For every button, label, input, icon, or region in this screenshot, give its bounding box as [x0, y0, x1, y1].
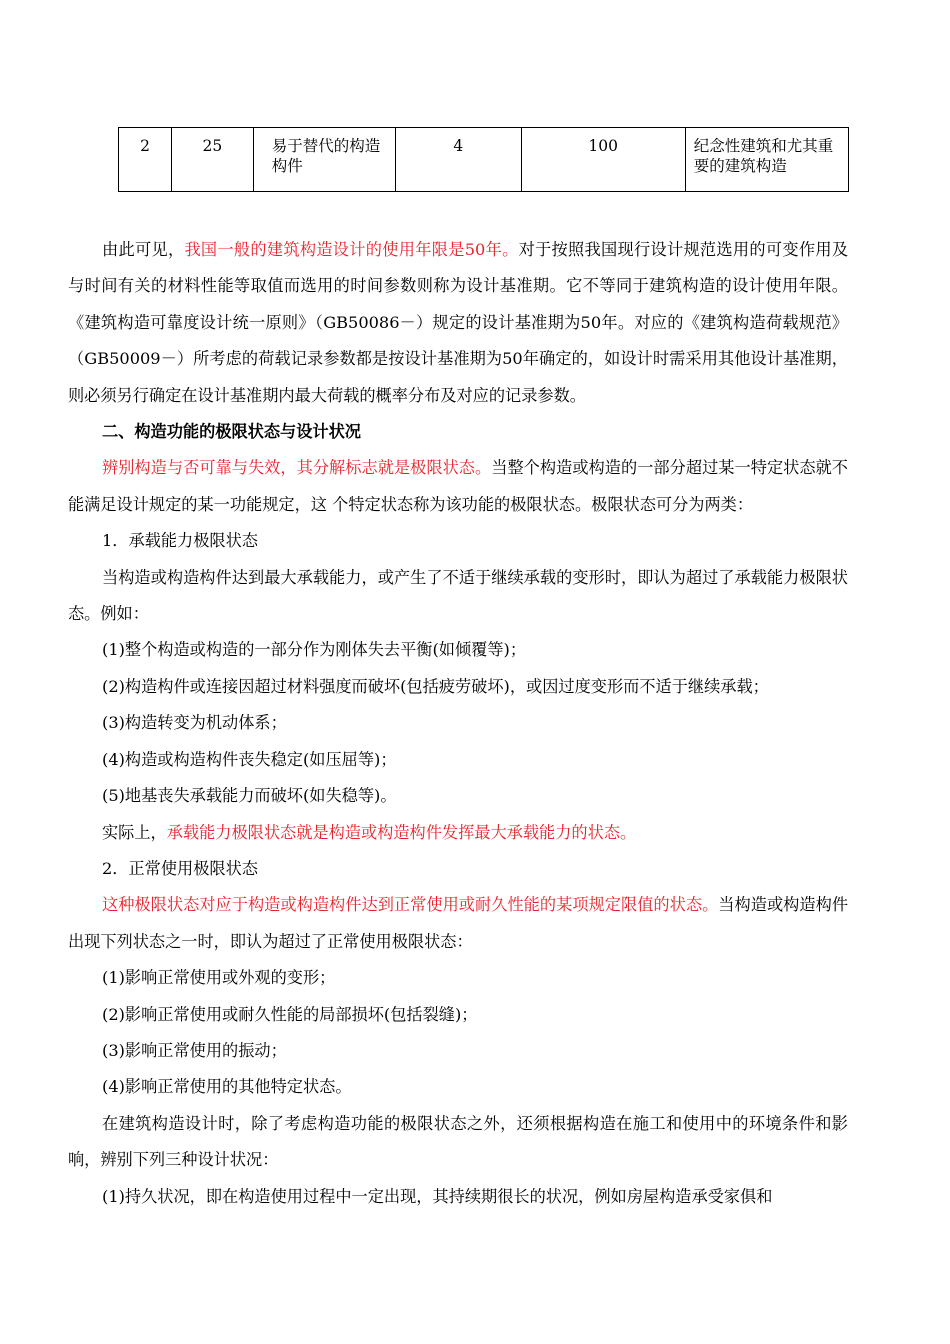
paragraph: 在建筑构造设计时，除了考虑构造功能的极限状态之外，还须根据构造在施工和使用中的环境条件和影响，辨别下列三种设计状况： [68, 1113, 848, 1170]
text-run: 对于按照我国现行设计规范选用的可变作用及与时间有关的材料性能等取值而选用的时间参数则称为设计基准期。它不等同于建筑构造的设计使用年限。《建筑构造可靠度设计统一原则》（GB50086－）规定的设计基准期为50年。对应的《建筑构造荷载规范》（GB50009－）所考虑的荷载记录参数都是按设计基准期为50年确定的，如设计时需采用其他设计基准期，则必须另行确定在设计基准期内最大荷载的概率分布及对应的记录参数。 [68, 240, 849, 405]
text-run: 由此可见， [102, 240, 185, 259]
subheading: 1．承载能力极限状态 [102, 531, 258, 551]
service-life-table [118, 127, 849, 192]
list-item: (4)影响正常使用的其他特定状态。 [102, 1077, 352, 1097]
table-cell: 纪念性建筑和尤其重要的建筑构造 [685, 128, 848, 192]
list-item: (2)影响正常使用或耐久性能的局部损坏(包括裂缝)； [102, 1004, 478, 1024]
paragraph-limit-state [68, 450, 848, 523]
table-cell: 易于替代的构造构件 [253, 128, 395, 192]
text-run: 当构造或构造构件出现下列状态之一时，即认为超过了正常使用极限状态： [68, 895, 849, 951]
table-cell: 2 [119, 128, 172, 192]
paragraph: 当构造或构造构件达到最大承载能力，或产生了不适于继续承载的变形时，即认为超过了承载能力极限状态。例如： [68, 567, 848, 624]
highlight-text: 我国一般的建筑构造设计的使用年限是50年。 [184, 240, 519, 259]
paragraph-service-life [68, 232, 848, 414]
paragraph: (1)持久状况，即在构造使用过程中一定出现，其持续期很长的状况，例如房屋构造承受家俱和 [102, 1186, 773, 1206]
highlight-text: 辨别构造与否可靠与失效，其分解标志就是极限状态。 [102, 458, 492, 478]
list-item: (1)影响正常使用或外观的变形； [102, 968, 336, 988]
list-item: (3)构造转变为机动体系； [102, 713, 287, 733]
list-item: (5)地基丧失承载能力而破坏(如失稳等)。 [102, 786, 397, 806]
section-heading: 二、构造功能的极限状态与设计状况 [102, 422, 361, 442]
highlight-text: 这种极限状态对应于构造或构造构件达到正常使用或耐久性能的某项规定限值的状态。 [102, 895, 719, 915]
text-run: 当整个构造或构造的一部分超过某一特定状态就不能满足设计规定的某一功能规定，这 个特定状态称为该功能的极限状态。极限状态可分为两类： [68, 458, 848, 514]
list-item: (4)构造或构造构件丧失稳定(如压屈等)； [102, 749, 397, 769]
table-row [119, 128, 849, 192]
paragraph [68, 815, 848, 851]
table-cell: 25 [172, 128, 254, 192]
paragraph [68, 887, 848, 960]
highlight-text: 承载能力极限状态就是构造或构造构件发挥最大承载能力的状态。 [166, 822, 637, 842]
list-item: (3)影响正常使用的振动； [102, 1040, 287, 1060]
list-item: (1)整个构造或构造的一部分作为刚体失去平衡(如倾覆等)； [102, 640, 527, 660]
text-run: 实际上， [102, 822, 167, 842]
table-cell: 4 [396, 128, 522, 192]
list-item: (2)构造构件或连接因超过材料强度而破坏(包括疲劳破坏)，或因过度变形而不适于继续承载； [102, 676, 769, 696]
subheading: 2．正常使用极限状态 [102, 858, 258, 878]
table-cell: 100 [521, 128, 685, 192]
document-body [68, 232, 848, 1215]
